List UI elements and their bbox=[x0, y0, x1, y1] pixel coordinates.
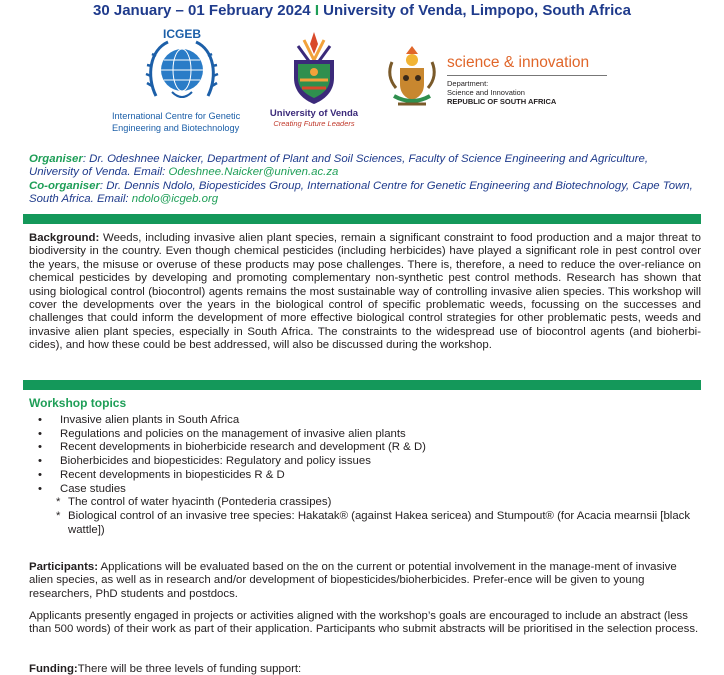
topic-text: Recent developments in biopesticides R & D bbox=[60, 468, 285, 481]
bullet-icon: • bbox=[38, 441, 42, 454]
participants-label: Participants: bbox=[29, 561, 98, 573]
asterisk-bullet-icon: * bbox=[56, 509, 61, 522]
background-section bbox=[29, 232, 701, 353]
case-study-text: The control of water hyacinth (Pontederia crassipes) bbox=[68, 496, 332, 509]
topic-text: Invasive alien plants in South Africa bbox=[60, 414, 240, 426]
coorganiser-text: : Dr. Dennis Ndolo, Biopesticides Group, International Centre for Genetic Engineering and Biotechnology, Cape Town, South Africa. Email: bbox=[29, 179, 693, 206]
dsi-line2: Science and Innovation bbox=[447, 88, 525, 97]
organiser-line bbox=[29, 153, 701, 180]
case-study-text: Biological control of an invasive tree species: Hakatak® (against Hakea sericea) and Stumpout® (for Acacia mearnsii [black wattle]) bbox=[68, 509, 691, 536]
venda-tagline: Creating Future Leaders bbox=[273, 119, 355, 128]
background-label: Background: bbox=[29, 232, 100, 244]
venda-crest-icon bbox=[284, 30, 344, 108]
event-dates: 30 January – 01 February 2024 bbox=[93, 2, 311, 19]
list-item bbox=[38, 483, 698, 497]
participants-section bbox=[29, 561, 701, 601]
funding-label: Funding: bbox=[29, 663, 78, 675]
topic-text: Case studies bbox=[60, 482, 126, 495]
icgeb-caption-line2: Engineering and Biotechnology bbox=[112, 122, 240, 133]
list-item bbox=[38, 510, 698, 537]
bullet-icon: • bbox=[38, 414, 42, 426]
organiser-label: Organiser bbox=[29, 153, 83, 165]
green-divider bbox=[23, 380, 701, 390]
event-header bbox=[0, 2, 724, 19]
bullet-icon: • bbox=[38, 455, 42, 468]
header-separator: I bbox=[314, 2, 319, 19]
event-venue: University of Venda, Limpopo, South Africa bbox=[323, 2, 631, 19]
university-of-venda-logo bbox=[262, 30, 366, 128]
coorganiser-line bbox=[29, 180, 701, 207]
bullet-icon: • bbox=[38, 427, 42, 440]
abstract-note: Applicants presently engaged in projects or activities aligned with the workshop’s goals are encouraged to include an abstract (less than 500 words) of their work as part of their application. Participants who submit abstracts will be prioritised in the selection process. bbox=[29, 610, 699, 636]
case-studies-sublist bbox=[38, 496, 698, 537]
icgeb-caption-line1: International Centre for Genetic bbox=[112, 111, 241, 121]
list-item bbox=[38, 414, 698, 428]
coorganiser-email-link[interactable]: ndolo@icgeb.org bbox=[131, 193, 219, 206]
icgeb-caption bbox=[112, 111, 252, 134]
workshop-topics-heading: Workshop topics bbox=[29, 396, 127, 410]
bullet-icon: • bbox=[38, 468, 42, 481]
dsi-divider bbox=[447, 75, 607, 76]
topic-text: Recent developments in bioherbicide research and development (R & D) bbox=[60, 441, 426, 454]
organisers-section bbox=[29, 153, 701, 207]
funding-section bbox=[29, 663, 701, 675]
icgeb-globe-icon bbox=[142, 26, 222, 110]
venda-name: University of Venda bbox=[269, 108, 359, 119]
coorganiser-label: Co-organiser bbox=[29, 179, 100, 192]
organiser-text: : Dr. Odeshnee Naicker, Department of Plant and Soil Sciences, Faculty of Science Engineering and Agriculture, University of Venda. Email: bbox=[29, 153, 648, 179]
case-studies-list bbox=[38, 496, 698, 537]
dsi-logo bbox=[384, 44, 620, 114]
workshop-topics-list bbox=[38, 414, 698, 537]
list-item bbox=[38, 441, 698, 455]
topic-text: Regulations and policies on the management of invasive alien plants bbox=[60, 427, 406, 440]
bullet-icon: • bbox=[38, 482, 42, 495]
coat-of-arms-icon bbox=[384, 44, 440, 112]
dsi-line1: Department: bbox=[447, 79, 489, 88]
list-item bbox=[38, 469, 698, 483]
dsi-title: science & innovation bbox=[447, 54, 590, 71]
list-item bbox=[38, 496, 698, 510]
participants-text: Applications will be evaluated based on the on the current or potential involvement in the manage-ment of invasive alien species, as well as in research and/or development of biopesticides/bioherbicides. Prefer-ence will be given to young researchers, PhD students and postdocs. bbox=[29, 561, 677, 600]
list-item bbox=[38, 428, 698, 442]
funding-text: There will be three levels of funding support: bbox=[77, 663, 302, 675]
icgeb-acronym: ICGEB bbox=[162, 27, 202, 41]
icgeb-logo bbox=[112, 26, 252, 134]
dsi-department-text bbox=[447, 79, 556, 106]
topic-text: Bioherbicides and biopesticides: Regulatory and policy issues bbox=[60, 455, 371, 468]
background-text: Weeds, including invasive alien plant species, remain a significant constraint to food production and a major threat to biodiversity in the country. Even though chemical pesticides (including herbicides) have played a significant role in pest control over the years, the misuse or overuse of these products may pose challenges. There is, therefore, a need to reduce the over-reliance on chemical pesticides by developing and promoting complementary non-synthetic pest control methods. Research has shown that using biological control (biocontrol) agents remains the most sustainable way of controlling invasive alien species. This workshop will cover the developments over the years in the biological control of specific problematic weeds, focussing on the successes and challenges that could inform the development of more effective biological control strategies for other problematic pests, weeds and invasive alien plant species, especially in South Africa. The constraints to the widespread use of biocontrol agents (and bioherbi-cides), and how these could be best addressed, will also be discussed during the workshop. bbox=[29, 232, 701, 352]
list-item bbox=[38, 455, 698, 469]
dsi-line3: REPUBLIC OF SOUTH AFRICA bbox=[447, 97, 557, 106]
asterisk-bullet-icon: * bbox=[56, 496, 61, 509]
organiser-email-link[interactable]: Odeshnee.Naicker@univen.ac.za bbox=[168, 166, 339, 179]
green-divider bbox=[23, 214, 701, 224]
